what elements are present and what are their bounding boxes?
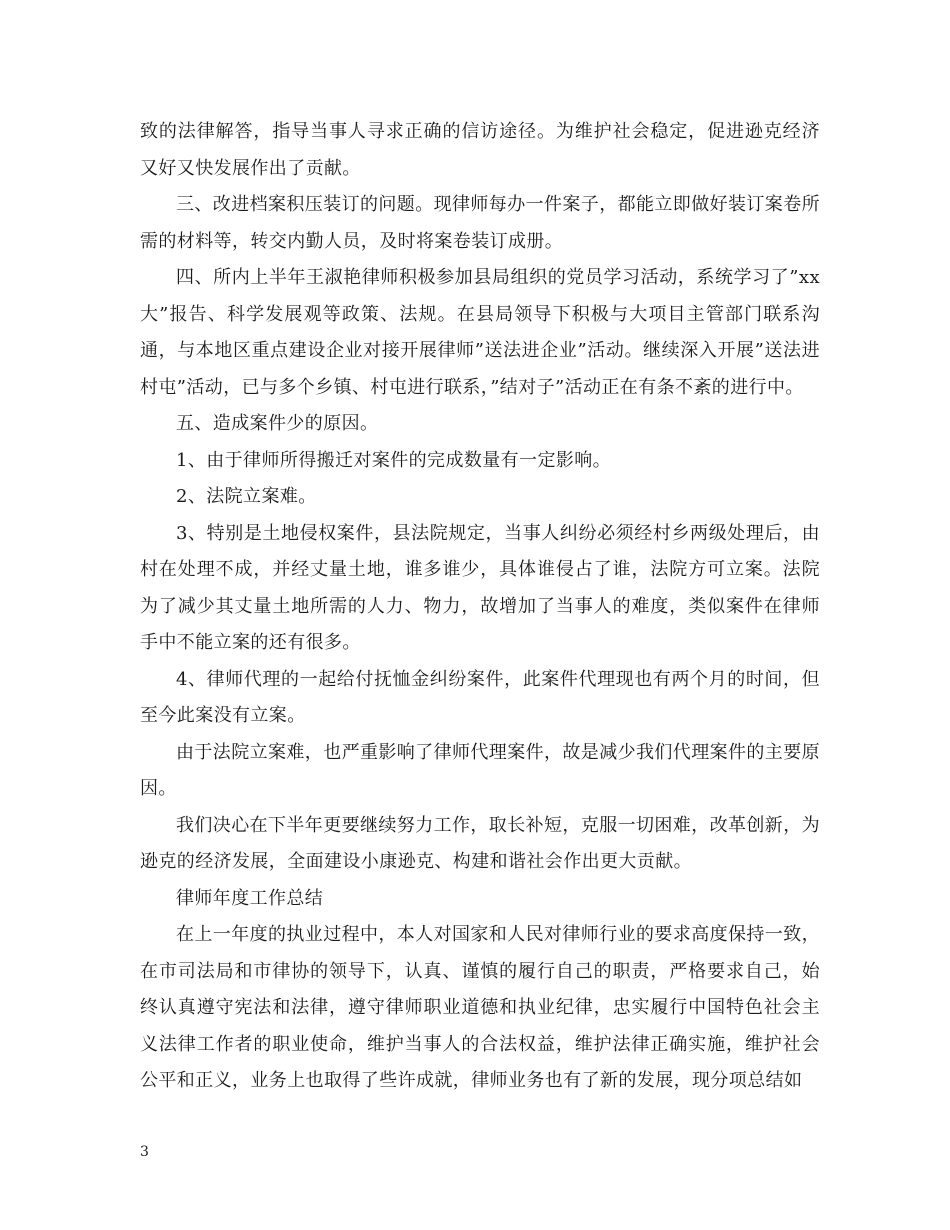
paragraph-reason-4: 4、律师代理的一起给付抚恤金纠纷案件，此案件代理现也有两个月的时间，但至今此案没有立案。 <box>140 668 820 726</box>
paragraph-party-study: 四、所内上半年王淑艳律师积极参加县局组织的党员学习活动，系统学习了”xx大”报告、科学发展观等政策、法规。在县局领导下积极与大项目主管部门联系沟通，与本地区重点建设企业对接开展律师”送法进企业”活动。继续深入开展”送法进村屯”活动，已与多个乡镇、村屯进行联系，”结对子”活动正在有条不紊的进行中。 <box>140 267 820 398</box>
paragraph-continuation: 致的法律解答，指导当事人寻求正确的信访途径。为维护社会稳定，促进逊克经济又好又快发展作出了贡献。 <box>140 121 820 179</box>
document-body <box>140 114 820 1100</box>
paragraph-reason-heading: 五、造成案件少的原因。 <box>176 413 379 434</box>
section-title: 律师年度工作总结 <box>176 887 324 909</box>
paragraph-reason-3: 3、特别是土地侵权案件，县法院规定，当事人纠纷必须经村乡两级处理后，由村在处理不成，并经丈量土地，谁多谁少，具体谁侵占了谁，法院方可立案。法院为了减少其丈量土地所需的人力、物力，故增加了当事人的难度，类似案件在律师手中不能立案的还有很多。 <box>140 522 820 653</box>
paragraph-main-reason: 由于法院立案难，也严重影响了律师代理案件，故是减少我们代理案件的主要原因。 <box>140 741 820 799</box>
paragraph-resolution: 我们决心在下半年更要继续努力工作，取长补短，克服一切困难，改革创新，为逊克的经济发展，全面建设小康逊克、构建和谐社会作出更大贡献。 <box>140 814 820 872</box>
paragraph-reason-1: 1、由于律师所得搬迁对案件的完成数量有一定影响。 <box>176 449 612 471</box>
paragraph-annual-summary: 在上一年度的执业过程中，本人对国家和人民对律师行业的要求高度保持一致，在市司法局和市律协的领导下，认真、谨慎的履行自己的职责，严格要求自己，始终认真遵守宪法和法律，遵守律师职业道德和执业纪律，忠实履行中国特色社会主义法律工作者的职业使命，维护当事人的合法权益，维护法律正确实施，维护社会公平和正义，业务上也取得了些许成就，律师业务也有了新的发展，现分项总结如 <box>140 924 820 1091</box>
paragraph-archive-binding: 三、改进档案积压装订的问题。现律师每办一件案子，都能立即做好装订案卷所需的材料等，转交内勤人员，及时将案卷装订成册。 <box>140 194 820 252</box>
page-number: 3 <box>140 1144 149 1160</box>
paragraph-reason-2: 2、法院立案难。 <box>176 486 317 507</box>
